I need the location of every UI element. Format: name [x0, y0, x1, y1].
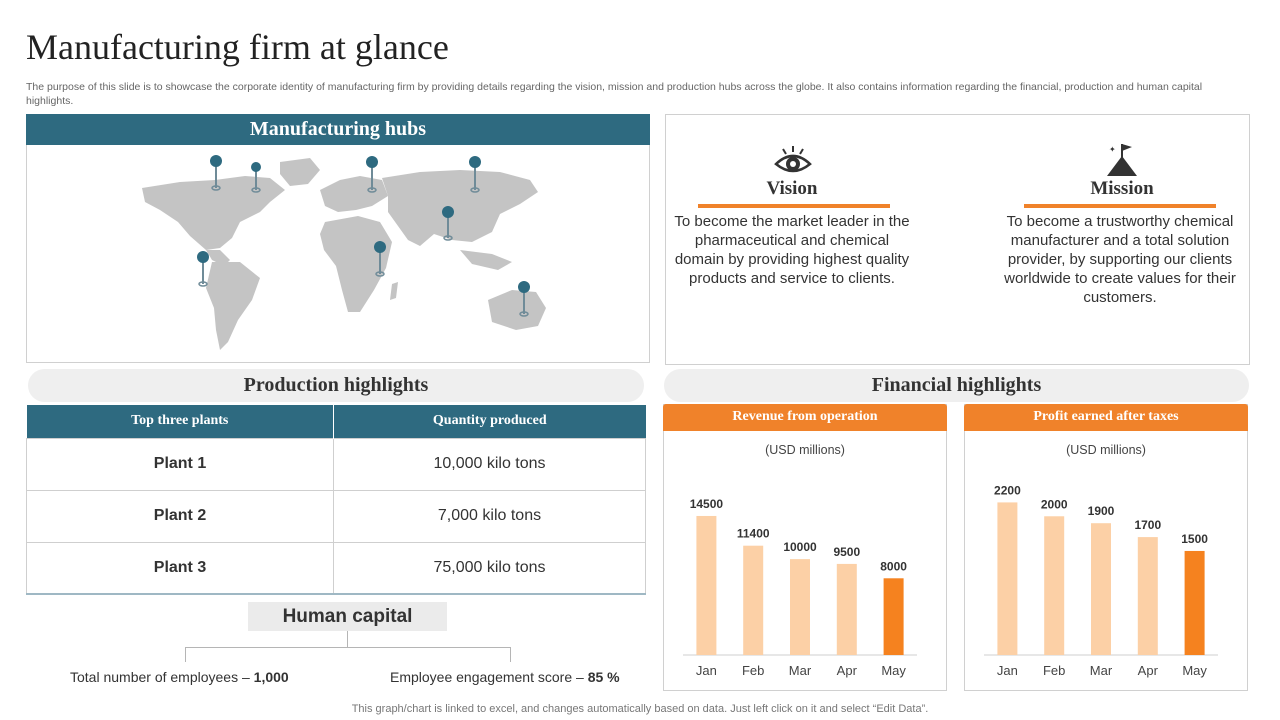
employees-value: 1,000 — [253, 669, 289, 685]
bar-may — [884, 578, 904, 655]
plant-name-cell: Plant 3 — [27, 542, 334, 594]
production-highlights-header: Production highlights — [28, 369, 644, 402]
vision-underline — [698, 204, 890, 208]
vision-title: Vision — [766, 178, 818, 199]
column-header-quantity: Quantity produced — [334, 405, 646, 438]
employees-label: Total number of employees – — [70, 669, 254, 685]
bar-feb — [743, 546, 763, 655]
madagascar-shape — [390, 282, 398, 300]
x-tick-label: Mar — [788, 663, 812, 678]
x-tick-label: Jan — [695, 663, 717, 678]
svg-text:✦: ✦ — [1109, 145, 1116, 154]
x-tick-label: Mar — [1089, 663, 1113, 678]
eye-icon — [774, 144, 812, 178]
x-tick-label: Feb — [1042, 663, 1066, 678]
asia-shape — [382, 170, 538, 246]
bar-jan — [696, 516, 716, 655]
table-row — [27, 490, 646, 542]
data-label: 9500 — [833, 544, 861, 559]
table-header-row — [27, 405, 646, 438]
page-description: The purpose of this slide is to showcase the corporate identity of manufacturing firm by providing details regarding the vision, mission and production hubs across the globe. It also contains information regarding the financial, production and human capital highlights. — [26, 81, 1203, 107]
bar-apr — [1138, 537, 1158, 655]
hc-connector-left — [185, 647, 186, 662]
page-title: Manufacturing firm at glance — [26, 27, 449, 67]
column-header-plants: Top three plants — [27, 405, 334, 438]
vision-text: To become the market leader in the pharmaceutical and chemical domain by providing highest quality products and service to clients. — [674, 213, 910, 287]
profit-chart-subtitle: (USD millions) — [1066, 443, 1146, 457]
mission-title: Mission — [1090, 178, 1154, 199]
engagement-value: 85 % — [587, 669, 620, 685]
data-label: 2200 — [994, 483, 1021, 498]
bar-jan — [997, 502, 1017, 655]
data-label: 8000 — [880, 559, 907, 574]
greenland-shape — [280, 158, 320, 186]
data-label: 14500 — [689, 496, 724, 511]
europe-shape — [320, 176, 388, 212]
x-tick-label: Feb — [741, 663, 765, 678]
revenue-chart-title: Revenue from operation — [663, 404, 947, 431]
quantity-cell: 7,000 kilo tons — [334, 490, 646, 542]
south-america-shape — [206, 262, 260, 350]
bar-feb — [1044, 516, 1064, 655]
production-table — [26, 405, 646, 595]
x-tick-label: Apr — [1137, 663, 1158, 678]
engagement-stat — [390, 669, 620, 685]
data-label: 11400 — [736, 526, 770, 541]
human-capital-header: Human capital — [248, 602, 447, 631]
hub-pin-icon[interactable] — [197, 251, 209, 286]
africa-shape — [320, 216, 392, 312]
x-tick-label: Jan — [996, 663, 1018, 678]
bar-mar — [1091, 523, 1111, 655]
x-tick-label: Apr — [836, 663, 857, 678]
mountain-flag-icon — [1104, 142, 1140, 178]
data-label: 1500 — [1181, 531, 1208, 546]
mission-underline — [1024, 204, 1216, 208]
world-map — [120, 150, 560, 360]
revenue-bar-chart — [663, 470, 947, 685]
profit-chart-title: Profit earned after taxes — [964, 404, 1248, 431]
data-label: 1900 — [1087, 504, 1115, 519]
manufacturing-hubs-header: Manufacturing hubs — [26, 114, 650, 145]
data-label: 10000 — [783, 540, 817, 555]
x-tick-label: May — [1182, 663, 1207, 678]
employees-stat — [70, 669, 289, 685]
southeast-asia-shape — [460, 250, 512, 270]
profit-bar-chart — [964, 470, 1248, 685]
bar-apr — [837, 564, 857, 655]
quantity-cell: 10,000 kilo tons — [334, 438, 646, 490]
bar-mar — [790, 559, 810, 655]
australia-shape — [488, 290, 546, 330]
financial-highlights-header: Financial highlights — [664, 369, 1249, 402]
footer-note: This graph/chart is linked to excel, and changes automatically based on data. Just left click on it and select “Edit Data”. — [351, 703, 929, 715]
table-row — [27, 542, 646, 594]
north-america-shape — [142, 176, 285, 250]
hc-connector-right — [510, 647, 511, 662]
revenue-chart-subtitle: (USD millions) — [765, 443, 845, 457]
plant-name-cell: Plant 2 — [27, 490, 334, 542]
data-label: 2000 — [1040, 497, 1068, 512]
mission-text: To become a trustworthy chemical manufacturer and a total solution provider, by supporting our clients worldwide to create values for their customers. — [1004, 213, 1236, 306]
hc-connector-horizontal — [185, 647, 511, 648]
plant-name-cell: Plant 1 — [27, 438, 334, 490]
quantity-cell: 75,000 kilo tons — [334, 542, 646, 594]
bar-may — [1185, 551, 1205, 655]
x-tick-label: May — [881, 663, 906, 678]
engagement-label: Employee engagement score – — [390, 669, 588, 685]
hc-connector-vertical — [347, 631, 348, 647]
data-label: 1700 — [1134, 518, 1162, 533]
table-row — [27, 438, 646, 490]
